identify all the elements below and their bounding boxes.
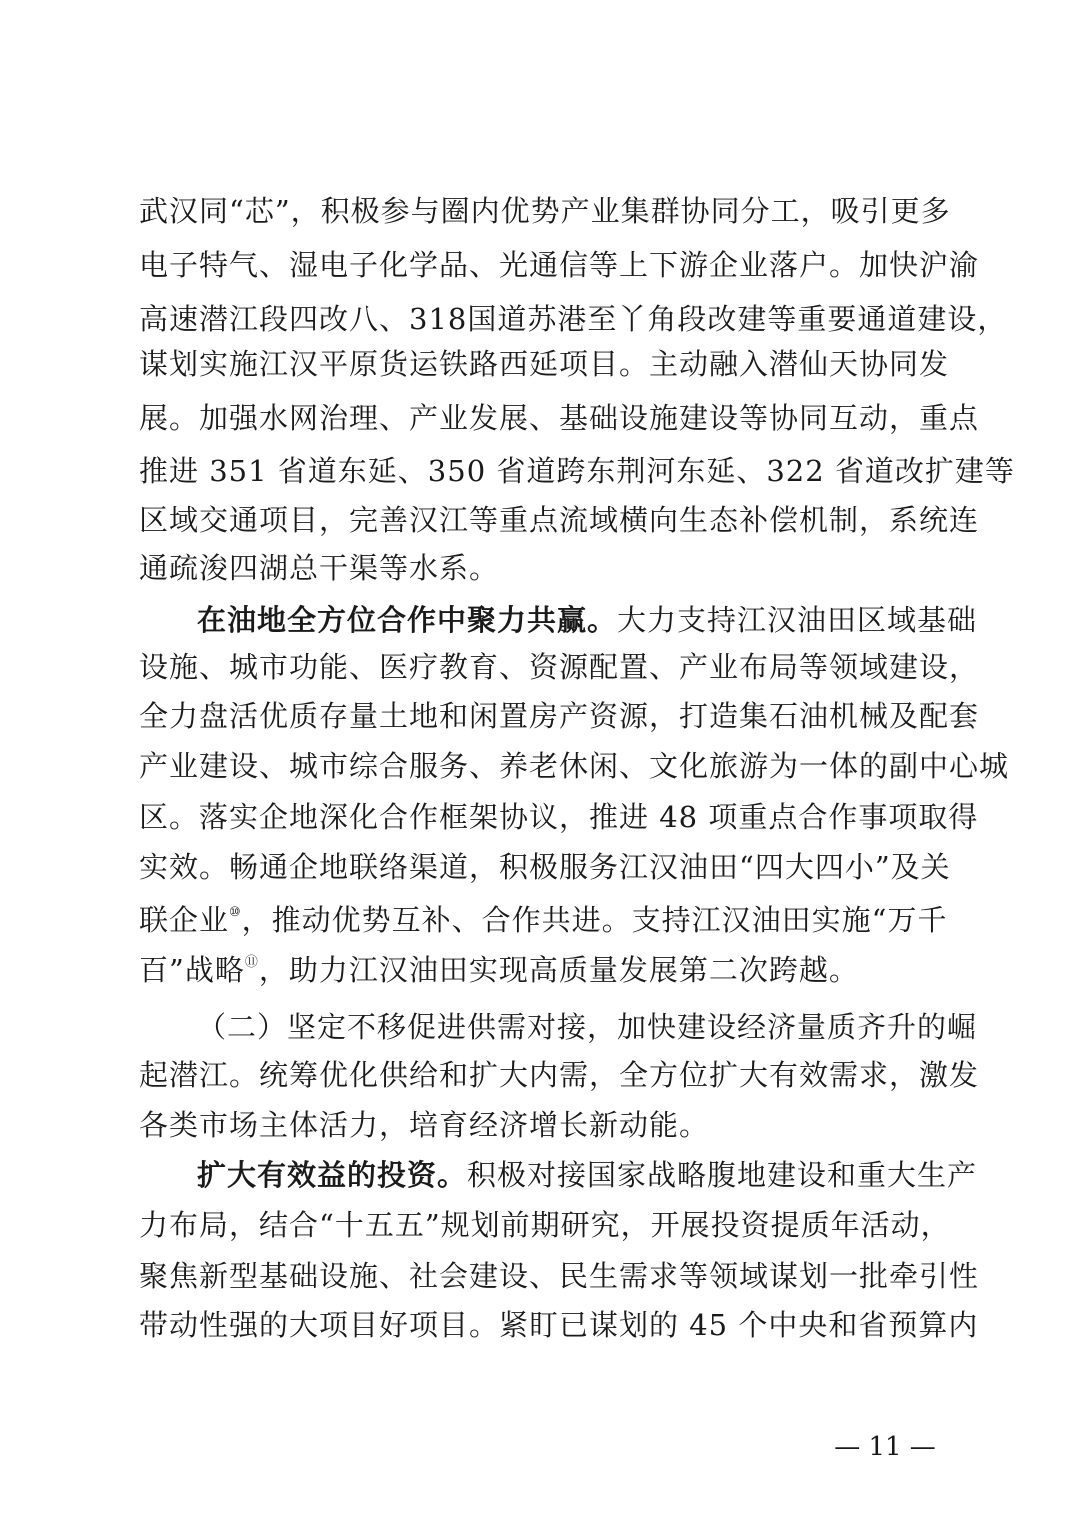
body-text-line: 电子特气、湿电子化学品、光通信等上下游企业落户。加快沪渝 <box>139 248 980 282</box>
body-text-line: 实效。畅通企地联络渠道，积极服务江汉油田“四大四小”及关 <box>139 850 951 884</box>
footnote-marker[interactable]: ⑪ <box>244 955 259 970</box>
section-heading-line: （二）坚定不移促进供需对接，加快建设经济量质齐升的崛 <box>197 1010 978 1044</box>
body-text-line <box>139 943 939 997</box>
line-text: 百”战略 <box>139 953 245 987</box>
body-text-line: 谋划实施江汉平原货运铁路西延项目。主动融入潜仙天协同发 <box>139 347 950 381</box>
body-text-line: 设施、城市功能、医疗教育、资源配置、产业布局等领域建设， <box>139 650 980 684</box>
paragraph-first-line <box>197 1148 978 1202</box>
body-text-line: 聚焦新型基础设施、社会建设、民生需求等领域谋划一批牵引性 <box>139 1259 980 1293</box>
body-text-line: 各类市场主体活力，培育经济增长新动能。 <box>139 1108 710 1142</box>
body-text-line: 通疏浚四湖总干渠等水系。 <box>139 551 500 585</box>
paragraph-heading: 扩大有效益的投资。 <box>197 1158 468 1192</box>
footnote-marker[interactable]: ⑩ <box>229 905 242 920</box>
body-text-line: 区域交通项目，完善汉江等重点流域横向生态补偿机制，系统连 <box>139 503 980 537</box>
line-text: ，推动优势互补、合作共进。支持江汉油田实施“万千 <box>241 903 948 937</box>
body-text-line: 全力盘活优质存量土地和闲置房产资源，打造集石油机械及配套 <box>139 699 980 733</box>
body-text-line <box>139 893 948 947</box>
paragraph-heading: 在油地全方位合作中聚力共赢。 <box>197 603 618 637</box>
body-text-line: 高速潜江段四改八、318国道苏港至丫角段改建等重要通道建设， <box>139 302 1008 336</box>
page-number: — 11 — <box>834 1432 936 1462</box>
body-text-line: 力布局，结合“十五五”规划前期研究，开展投资提质年活动， <box>139 1208 951 1242</box>
line-text: 联企业 <box>139 903 230 937</box>
body-text-line: 推进 351 省道东延、350 省道跨东荆河东延、322 省道改扩建等 <box>139 454 1015 488</box>
body-text-line: 产业建设、城市综合服务、养老休闲、文化旅游为一体的副中心城 <box>139 749 1010 783</box>
body-text-line: 起潜江。统筹优化供给和扩大内需，全方位扩大有效需求，激发 <box>139 1058 980 1092</box>
paragraph-text: 大力支持江汉油田区域基础 <box>617 603 978 637</box>
body-text-line: 武汉同“芯”，积极参与圈内优势产业集群协同分工，吸引更多 <box>139 194 951 228</box>
paragraph-text: 积极对接国家战略腹地建设和重大生产 <box>467 1158 978 1192</box>
body-text-line: 带动性强的大项目好项目。紧盯已谋划的 45 个中央和省预算内 <box>139 1308 979 1342</box>
paragraph-first-line <box>197 593 978 647</box>
line-text: ，助力江汉油田实现高质量发展第二次跨越。 <box>258 953 859 987</box>
body-text-line: 区。落实企地深化合作框架协议，推进 48 项重点合作事项取得 <box>139 800 979 834</box>
body-text-line: 展。加强水网治理、产业发展、基础设施建设等协同互动，重点 <box>139 401 980 435</box>
